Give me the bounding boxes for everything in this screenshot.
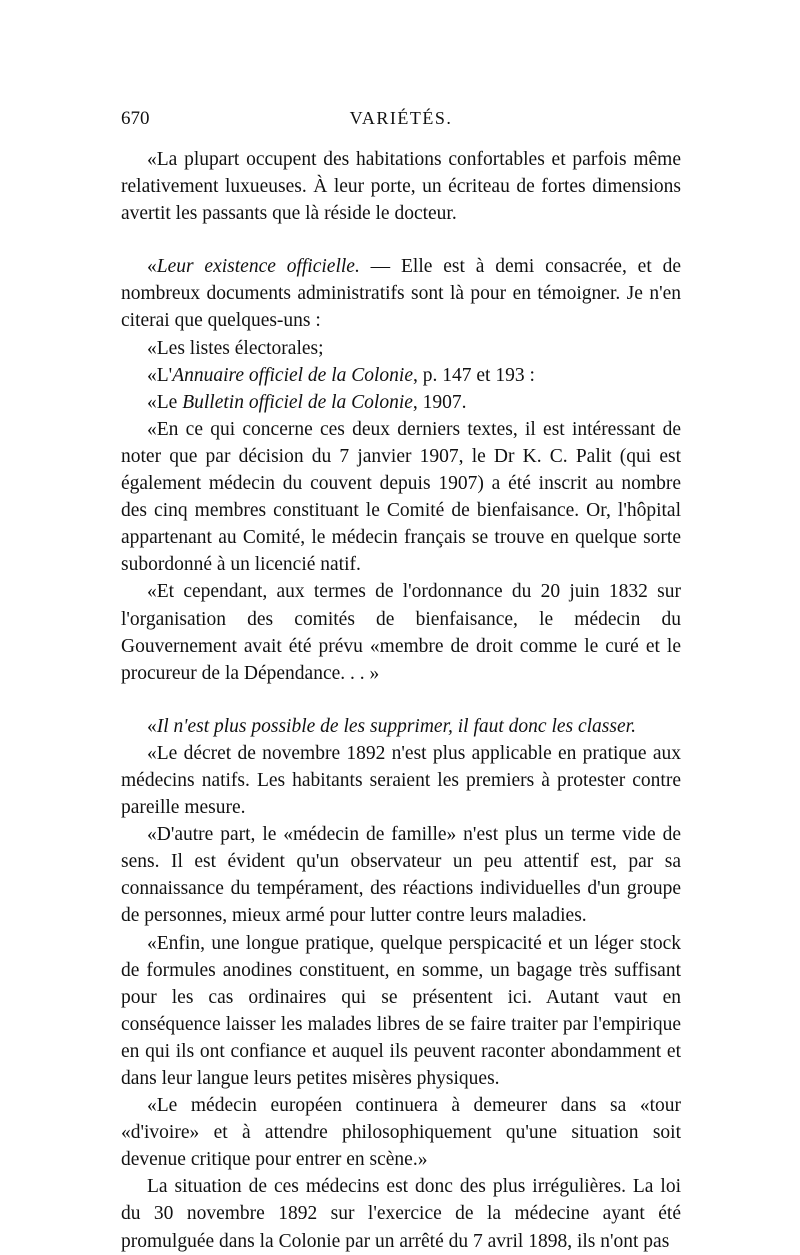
section-heading: Leur existence officielle. <box>156 256 360 278</box>
paragraph: «Leur existence officielle. — Elle est à demi consacrée, et de nombreux documents administratifs sont là pour en témoigner. Je n'en citerai que quelques-uns : <box>121 256 681 332</box>
paragraph: «L'Annuaire officiel de la Colonie, p. 147 et 193 : <box>147 364 535 386</box>
body-text <box>121 146 681 1255</box>
paragraph: «La plupart occupent des habitations confortables et parfois même relativement luxueuses. À leur porte, un écriteau de fortes dimensions avertit les passants que là réside le docteur. <box>121 149 681 225</box>
page-number: 670 <box>121 108 150 129</box>
page-header <box>121 108 681 138</box>
paragraph: «Il n'est plus possible de les supprimer, il faut donc les classer. <box>147 715 636 737</box>
paragraph: La situation de ces médecins est donc des plus irrégulières. La loi du 30 novembre 1892 sur l'exercice de la médecine ayant été promulguée dans la Colonie par un arrêté du 7 avril 1898, ils n'ont pas <box>121 1176 681 1252</box>
paragraph: «Le Bulletin officiel de la Colonie, 1907. <box>147 391 467 413</box>
paragraph: «D'autre part, le «médecin de famille» n'est plus un terme vide de sens. Il est évident qu'un observateur un peu attentif est, par sa connaissance du tempérament, des réactions individuelles d'un groupe de personnes, mieux armé pour lutter contre leurs maladies. <box>121 824 681 927</box>
paragraph: «En ce qui concerne ces deux derniers textes, il est intéressant de noter que par décision du 7 janvier 1907, le Dr K. C. Palit (qui est également médecin du couvent depuis 1907) a été inscrit au nombre des cinq membres constituant le Comité de bienfaisance. Or, l'hôpital appartenant au Comité, le médecin français se trouve en quelque sorte subordonné à un licencié natif. <box>121 418 681 576</box>
paragraph: «Les listes électorales; <box>147 337 324 359</box>
paragraph: «Le décret de novembre 1892 n'est plus applicable en pratique aux médecins natifs. Les habitants seraient les premiers à protester contre pareille mesure. <box>121 742 681 819</box>
running-title: VARIÉTÉS. <box>349 108 453 128</box>
paragraph: «Et cependant, aux termes de l'ordonnance du 20 juin 1832 sur l'organisation des comités de bienfaisance, le médecin du Gouvernement avait été prévu «membre de droit comme le curé et le procureur de la Dépendance. . . » <box>121 581 681 684</box>
section-heading: Il n'est plus possible de les supprimer, il faut donc les classer. <box>156 715 636 737</box>
paragraph: «Enfin, une longue pratique, quelque perspicacité et un léger stock de formules anodines constituent, en somme, un bagage très suffisant pour les cas ordinaires qui se présentent ici. Autant vaut en conséquence laisser les malades libres de se faire traiter par l'empirique en qui ils ont confiance et auquel ils peuvent raconter abondamment et dans leur langue leurs petites misères physiques. <box>121 932 681 1089</box>
paragraph: «Le médecin européen continuera à demeurer dans sa «tour «d'ivoire» et à attendre philosophiquement qu'une situation soit devenue critique pour entrer en scène.» <box>121 1095 681 1171</box>
